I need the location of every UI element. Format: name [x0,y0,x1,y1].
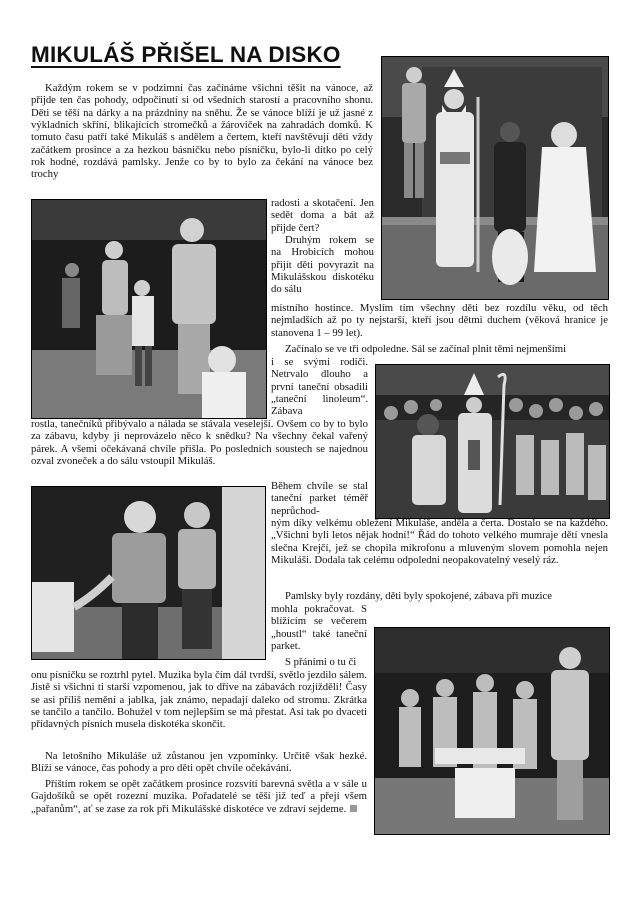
photo-dancing-women-scene [32,200,266,418]
text-full-4 [31,778,367,815]
photo-girls-dancing [31,486,266,660]
text-narrow-6: S přáními o tu či [285,656,357,668]
text-narrow-2: Druhým rokem se na Hrobicích mohou přijít děti povyrazit na Mikulášskou diskotéku do sálu [271,234,374,296]
text-full-1: rostla, tanečníků přibývalo a nálada se stávala veselejší. Ovšem co by to bylo za zábavu, kdyby ji neprovázelo něco k snědku? Na všechny čekal vařený párek. A všemi očekávaná chvíle přišla. Po posledních soustech se najednou ozval zvoneček a do sálu vstoupil Mikuláš. [31,418,368,468]
article-title: MIKULÁŠ PŘIŠEL NA DISKO [31,42,341,67]
text-narrow-5: mohla pokračovat. S blížícím se večerem „houstl“ také taneční parket. [271,603,367,653]
text-intro: Každým rokem se v podzimní čas začínáme všichni těšit na vánoce, až přijde ten čas pohody, odpočinutí si od všedních starostí a pracovního shonu. Děti se těší na dárky a na prázdniny na sněhu. Že se vánoce blíží je už jasné z výkladních skříní, blikajících stromečků a žároviček na zahradách domků. K tomuto času patří také Mikuláš s andělem a čertem, kteří navštěvují děti vždy začátkem prosince a za hezkou básničku nebo písničku, bylo-li dítko po celý rok hodné, rozdává pamlsky. Jenže co by to bylo za čekání na vánoce bez trochy [31,82,373,181]
text-wide-3: ným díky velkému obležení Mikuláše, anděla a čerta. Dostalo se na každého. „Všichni byli letos nějak hodní!“ Řád do tohoto velkého mumraje dětí vnesla slečna Krejčí, jež se chopila mikrofonu a mluveným slovem pomohla nejen Mikuláši. Dodala tak celému odpoledni neopakovatelný veselý ráz. [271,517,608,567]
photo-circle-dance [374,627,610,835]
photo-mikulas-crowd [375,364,610,519]
photo-girls-dancing-scene [32,487,265,659]
text-wide-2: Začínalo se ve tři odpoledne. Sál se začínal plnit těmi nejmenšími [285,343,567,355]
text-narrow-3: i se svými rodiči. Netrvalo dlouho a první taneční obsadili „taneční linoleum“. Zábava [271,356,368,418]
text-wide-4: Pamlsky byly rozdány, děti byly spokojené, zábava při muzice [285,590,553,602]
text-full-2: onu písničku se roztrhl pytel. Muzika byla čím dál tvrdší, světlo jezdilo sálem. Jistě si všichni ti starší vzpomenou, jak to dříve na zábavách rozjížděli! Časy se asi příliš nemění a jablka, jak známo, nepadají daleko od stromu. Zkrátka se tančilo a tančilo. Bohužel v tom nejlepším se má přestat. Asi tak po dvaceti přídavných písních musela diskotéka skončit. [31,669,367,731]
text-full-3: Na letošního Mikuláše už zůstanou jen vzpomínky. Určitě však hezké. Blíží se vánoce, čas pohody a pro děti opět chvíle očekávání. [31,750,367,775]
photo-mikulas-crowd-scene [376,365,609,518]
photo-mikulas-stage [381,56,609,300]
text-wide-1: místního hostince. Myslím tím všechny děti bez rozdílu věku, od těch nejmladších až po ty nejstarší, kteří jsou dětmi duchem (věková hranice je stanovena 1 – 99 let). [271,302,608,339]
end-mark-icon [350,805,357,812]
photo-mikulas-stage-scene [382,57,608,299]
photo-circle-dance-scene [375,628,609,834]
text-narrow-4: Během chvíle se stal taneční parket téměř neprůchod- [271,480,368,517]
text-narrow-1: radosti a skotačení. Jen sedět doma a bát až přijde čert? [271,197,374,234]
text-closing: Příštím rokem se opět začátkem prosince rozsvítí barevná světla a v sále u Gajdošíků se opět rozezní muzika. Pořadatelé se těší již teď a přejí všem „pařanům“, ať se zase za rok při Mikulášské diskotéce ve zdraví sejdeme. [31,778,367,815]
photo-dancing-women [31,199,267,419]
